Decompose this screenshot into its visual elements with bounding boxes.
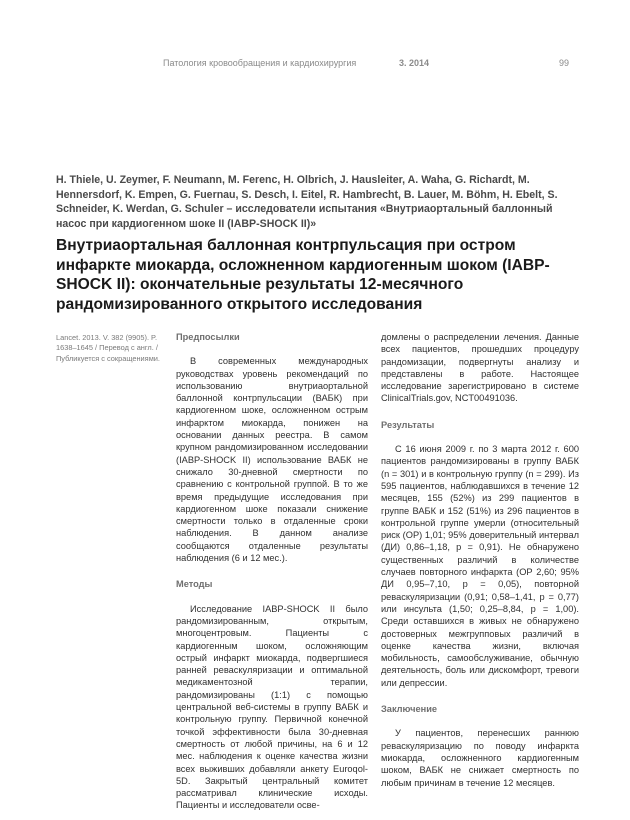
left-column (176, 331, 368, 812)
authors-line: H. Thiele, U. Zeymer, F. Neumann, M. Ferenc, H. Olbrich, J. Hausleiter, A. Waha, G. Richardt, M. Hennersdorf, K. Empen, G. Fuernau, S. Desch, I. Eitel, R. Hambrecht, B. Lauer, M. Böhm, H. Ebelt, S. Schneider, K. Werdan, G. Schuler – исследователи испытания «Внутриаортальный баллонный насос при кардиогенном шоке II (IABP-SHOCK II)» (56, 174, 558, 230)
methods-heading: Методы (176, 579, 213, 590)
conclusion-heading: Заключение (381, 704, 438, 715)
right-column (381, 331, 579, 789)
page-number: 99 (559, 58, 570, 68)
background-heading: Предпосылки (176, 332, 240, 342)
running-header (0, 58, 630, 72)
results-heading: Результаты (381, 419, 435, 430)
article-title: Внутриаортальная баллонная контрпульсация при остром инфаркте миокарда, осложненном кардиогенным шоком (IABP-SHOCK II): окончательные результаты 12-месячного рандомизированного открытого исследования (56, 237, 550, 314)
results-text: С 16 июня 2009 г. по 3 марта 2012 г. 600 пациентов рандомизированы в группу ВАБК (n = 301) и в контрольную группу (n = 299). Из 595 пациентов, наблюдавшихся в течение 12 месяцев, 155 (52%) из 299 пациентов в группе ВАБК и 152 (51%) из 296 пациентов в контрольной группе умерли (относительный риск (ОР) 1,01; 95% доверительный интервал (ДИ) 0,86–1,18, p = 0,91). Не обнаружено существенных различий в количестве случаев повторного инфаркта (ОР 2,60; 95% ДИ 0,95–7,10, p = 0,05), повторной реваскуляризации (0,91; 0,58–1,41, p = 0,77) или инсульта (1,50; 0,25–8,84, p = 1,00). Среди оставшихся в живых не обнаружено достоверных межгрупповых различий в оценке качества жизни, включая мобильность, самообслуживание, обычную деятельность, боль или дискомфорт, тревоги или депрессии. (381, 444, 579, 688)
methods-text-continued: домлены о распределении лечения. Данные всех пациентов, прошедших процедуру рандомизации, подвергнуты анализу и представлены в работе. Настоящее исследование зарегистрировано в системе ClinicalTrials.gov, NCT00491036. (381, 332, 579, 404)
conclusion-text: У пациентов, перенесших раннюю реваскуляризацию по поводу инфаркта миокарда, осложненного кардиогенным шоком, ВАБК не снижает смертность по любым причинам в течение 12 месяцев. (381, 728, 579, 788)
issue-number: 3. 2014 (399, 58, 430, 68)
journal-name: Патология кровообращения и кардиохирургия (163, 58, 357, 68)
methods-text: Исследование IABP-SHOCK II было рандомизированным, открытым, многоцентровым. Пациенты с кардиогенным шоком, осложняющим острый инфаркт миокарда, подвергшиеся ранней реваскуляризации и оптимальной медикаментозной терапии, рандомизированы (1:1) с помощью центральной веб-системы в группу ВАБК и контрольную группу. Первичной конечной точкой эффективности была 30-дневная смертность от любой причины, на 6 и 12 мес. наблюдения к оценке качества жизни всех выживших добавляли анкету Euroqol-5D. Закрытый центральный комитет рассматривал клинические исходы. Пациенты и исследователи осве- (176, 603, 368, 811)
citation-note: Lancet. 2013. V. 382 (9905). P. 1638–1645 / Перевод с англ. / Публикуется с сокращениями. (56, 333, 160, 363)
background-text: В современных международных руководствах уровень рекомендаций по использованию внутриаортальной баллонной контрпульсации (ВАБК) при кардиогенном шоке, осложненном острым инфарктом миокарда, понижен на основании данных реестра. В самом крупном рандомизированном исследовании (IABP-SHOCK II) использование ВАБК не снижало 30-дневной смертности по сравнению с контрольной группой. В то же время предыдущие исследования при кардиогенном шоке показали снижение смертности только в отдаленные сроки наблюдения. В данном анализе сообщаются отдаленные результаты наблюдения (6 и 12 мес.). (176, 356, 368, 564)
